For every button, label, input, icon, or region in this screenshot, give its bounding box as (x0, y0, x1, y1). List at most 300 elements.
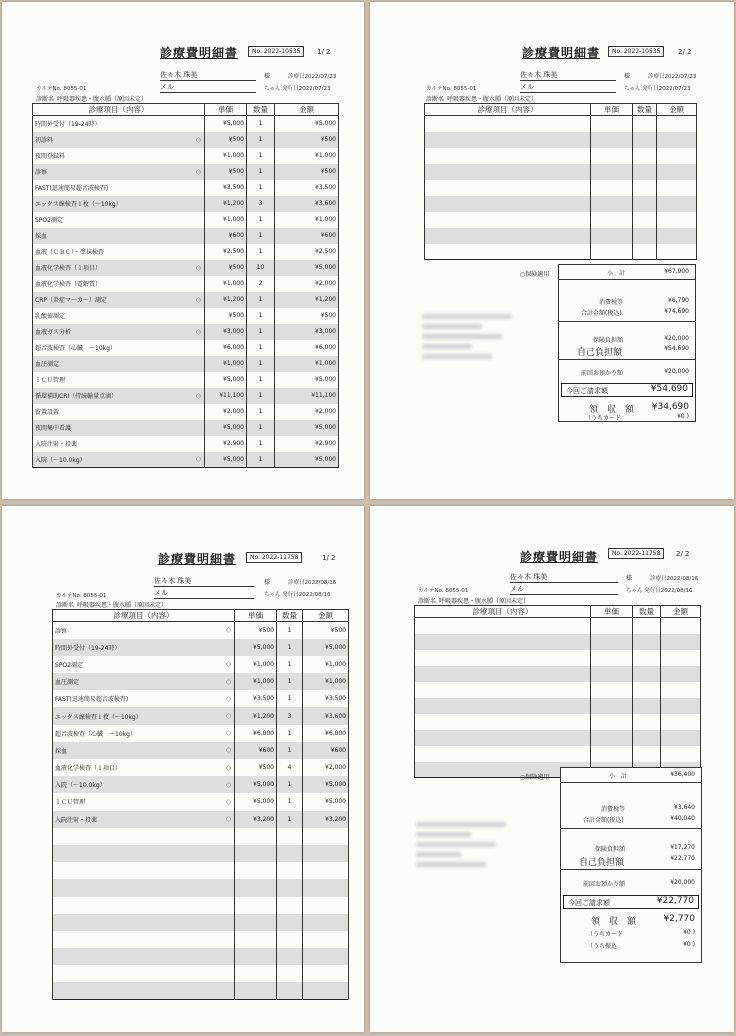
empty-cell (235, 931, 277, 948)
issue-date: ちゃん 発行日2022/08/16 (626, 588, 693, 594)
item-name-text: 血液ガス分析 (35, 329, 72, 336)
empty-cell (53, 982, 235, 999)
item-name-text: 時間外受付（19-24時） (55, 644, 121, 652)
empty-cell (591, 164, 633, 180)
empty-cell (633, 618, 661, 634)
table-row (33, 356, 339, 372)
empty-cell (591, 244, 633, 260)
item-price: ¥5,000 (205, 452, 247, 468)
empty-row (425, 212, 697, 228)
insurance-mark: ○ (225, 626, 231, 634)
empty-row (415, 618, 701, 634)
item-amount: ¥600 (303, 742, 349, 759)
item-name-text: SPO2測定 (35, 217, 63, 224)
item-price: ¥500 (205, 260, 247, 276)
item-name (53, 639, 235, 656)
item-amount: ¥2,000 (275, 276, 339, 292)
summary-box: 小 計 ¥67,900 消費税等 ¥6,790 合計金額(税込) ¥74,690 保険負担額 ¥20,000 自己負担額 ¥54,690 前回お預かり額 ¥20,000 今回ご請求額 ¥54,690 領 収 額 ¥34,690 （うちカード ¥0 ) (558, 264, 696, 422)
table-row (53, 776, 349, 793)
table-row (33, 276, 339, 292)
item-qty: 1 (247, 356, 275, 372)
item-name-text: CRP（炎症マーカー）測定 (35, 297, 107, 304)
empty-cell (633, 180, 657, 196)
item-price: ¥2,000 (205, 404, 247, 420)
item-qty: 1 (277, 690, 303, 707)
empty-cell (661, 730, 701, 746)
insurance-applied-label: ○保険適用 (520, 774, 550, 781)
pet-name: メル (520, 82, 616, 93)
table-row (53, 793, 349, 810)
item-qty: 1 (247, 404, 275, 420)
insurance-mark: ○ (225, 746, 231, 754)
empty-cell (235, 879, 277, 896)
empty-cell (303, 845, 349, 862)
empty-cell (591, 116, 633, 132)
empty-cell (657, 228, 697, 244)
item-qty: 1 (247, 324, 275, 340)
item-price: ¥2,500 (205, 244, 247, 260)
empty-row (53, 931, 349, 948)
empty-cell (591, 698, 633, 714)
item-amount: ¥500 (275, 164, 339, 180)
empty-row (425, 132, 697, 148)
items-table (32, 103, 339, 468)
empty-cell (415, 682, 591, 698)
empty-row (415, 634, 701, 650)
empty-cell (235, 948, 277, 965)
table-row (33, 324, 339, 340)
empty-cell (303, 965, 349, 982)
item-name-text: 時間外受付（19-24時） (35, 121, 101, 129)
table-row (33, 212, 339, 228)
item-name-text: 夜間集中看護 (35, 425, 72, 432)
empty-cell (277, 897, 303, 914)
empty-cell (277, 845, 303, 862)
item-price: ¥5,000 (205, 372, 247, 388)
header-price: 単価 (205, 104, 247, 116)
empty-cell (633, 132, 657, 148)
header-amount: 金額 (657, 104, 697, 116)
empty-cell (425, 228, 591, 244)
item-name (33, 356, 205, 372)
empty-cell (425, 164, 591, 180)
empty-row (53, 948, 349, 965)
item-amount: ¥5,000 (303, 776, 349, 793)
empty-cell (657, 196, 697, 212)
item-name-text: 留置設置 (35, 409, 60, 416)
empty-cell (53, 862, 235, 879)
item-qty: 1 (247, 436, 275, 452)
insurance-mark: ○ (225, 678, 231, 686)
table-row (53, 742, 349, 759)
item-name-text: 循環補助CRI（持続輸量点滴） (35, 393, 118, 400)
item-price: ¥2,900 (205, 436, 247, 452)
insurance-mark: ○ (195, 168, 201, 175)
table-row (33, 244, 339, 260)
owner-name: 佐々木 珠美 (154, 576, 254, 587)
empty-cell (633, 650, 661, 666)
empty-cell (303, 948, 349, 965)
empty-cell (657, 116, 697, 132)
item-amount: ¥2,900 (275, 436, 339, 452)
header-price: 単価 (591, 104, 633, 116)
empty-row (53, 862, 349, 879)
item-name (53, 793, 235, 810)
item-price: ¥3,000 (205, 324, 247, 340)
empty-row (415, 714, 701, 730)
empty-row (53, 965, 349, 982)
table-row (53, 656, 349, 673)
insurance-mark: ○ (225, 815, 231, 823)
item-price: ¥500 (205, 308, 247, 324)
item-name (33, 164, 205, 180)
clinic-info-redacted (422, 314, 522, 364)
header-amount: 金額 (275, 104, 339, 116)
table-row (53, 639, 349, 656)
empty-cell (657, 132, 697, 148)
header-item: 診療項目（内容） (53, 610, 235, 622)
empty-cell (235, 845, 277, 862)
insurance-mark: ○ (195, 392, 201, 399)
insurance-mark: ○ (225, 798, 231, 806)
item-qty: 3 (247, 196, 275, 212)
empty-cell (425, 132, 591, 148)
karte-number: カルテNo. 8055-01 (36, 86, 87, 92)
insurance-mark: ○ (225, 660, 231, 668)
item-qty: 10 (247, 260, 275, 276)
empty-cell (415, 730, 591, 746)
empty-cell (303, 897, 349, 914)
item-amount: ¥3,200 (303, 811, 349, 828)
empty-cell (303, 982, 349, 999)
diagnosis: 診断名 呼吸器疾患・腹水腫（原因未定） (426, 94, 553, 103)
empty-cell (661, 714, 701, 730)
diagnosis: 診断名 呼吸器疾患・腹水腫（原因未定） (56, 600, 183, 609)
item-name-text: 血液化学検査（１項目） (35, 265, 102, 272)
table-row (33, 420, 339, 436)
insurance-mark: ○ (225, 764, 231, 772)
item-name-text: 入院注射・投薬 (35, 441, 78, 448)
empty-cell (53, 845, 235, 862)
item-name (33, 420, 205, 436)
empty-row (425, 180, 697, 196)
invoice-sheet-2-page-1 (2, 506, 364, 1032)
item-name (33, 196, 205, 212)
item-name-text: FAST(迅速簡易超音波検査) (35, 185, 109, 192)
pet-name: メル (510, 584, 618, 595)
item-price: ¥500 (205, 164, 247, 180)
summary-box: 小 計 ¥36,400 消費税等 ¥3,640 合計金額(税込) ¥40,040 保険負担額 ¥17,270 自己負担額 ¥22,770 前回お預かり額 ¥20,000 今回ご請求額 ¥22,770 領 収 額 ¥2,770 （うちカード ¥0 ) （うち振込 ¥0 ) (560, 767, 702, 963)
empty-cell (633, 634, 661, 650)
empty-cell (425, 196, 591, 212)
empty-row (53, 914, 349, 931)
empty-cell (277, 982, 303, 999)
table-row (33, 196, 339, 212)
diagnosis: 診断名 呼吸器疾患・腹水腫（原因未定） (36, 94, 163, 103)
empty-cell (53, 914, 235, 931)
empty-cell (657, 180, 697, 196)
item-name-text: FAST(迅速簡易超音波検査) (55, 696, 129, 704)
item-amount: ¥5,000 (275, 372, 339, 388)
item-price: ¥600 (235, 742, 277, 759)
doc-title: 診療費明細書 (158, 552, 237, 566)
header-item: 診療項目（内容） (425, 104, 591, 116)
item-qty: 1 (247, 148, 275, 164)
item-name-text: 採血 (35, 233, 48, 240)
insurance-mark: ○ (195, 296, 201, 303)
item-qty: 1 (247, 388, 275, 404)
table-row (53, 811, 349, 828)
insurance-mark: ○ (195, 136, 201, 143)
header-qty: 数量 (247, 104, 275, 116)
empty-cell (415, 634, 591, 650)
page-number: 1/ 2 (317, 48, 331, 56)
item-name-text: 血圧測定 (35, 361, 60, 368)
empty-cell (591, 714, 633, 730)
empty-cell (53, 828, 235, 845)
empty-cell (303, 931, 349, 948)
owner-honorific: 様 (264, 579, 271, 586)
clinic-info-redacted (416, 822, 516, 872)
empty-cell (53, 948, 235, 965)
issue-date: ちゃん 発行日2022/07/23 (624, 86, 691, 92)
exam-date: 診療日2022/08/16 (650, 576, 699, 582)
pet-name: メル (154, 588, 254, 599)
empty-cell (277, 948, 303, 965)
empty-cell (661, 618, 701, 634)
table-row (53, 690, 349, 707)
empty-cell (53, 965, 235, 982)
item-qty: 1 (247, 244, 275, 260)
item-amount: ¥1,000 (303, 656, 349, 673)
item-price: ¥500 (235, 759, 277, 776)
empty-row (425, 116, 697, 132)
item-amount: ¥11,100 (275, 388, 339, 404)
table-row (33, 308, 339, 324)
header-qty: 数量 (633, 104, 657, 116)
empty-row (415, 730, 701, 746)
karte-number: カルテNo. 8055-01 (418, 588, 469, 594)
item-qty: 2 (247, 276, 275, 292)
item-qty: 1 (277, 656, 303, 673)
empty-cell (633, 698, 661, 714)
empty-cell (277, 879, 303, 896)
owner-honorific: 様 (626, 575, 633, 582)
empty-cell (661, 650, 701, 666)
item-name-text: 夜間登録料 (35, 153, 66, 160)
exam-date: 診療日2022/07/23 (648, 74, 697, 80)
item-amount: ¥3,000 (275, 324, 339, 340)
item-qty: 1 (247, 228, 275, 244)
empty-cell (591, 228, 633, 244)
item-amount: ¥6,000 (303, 725, 349, 742)
item-amount: ¥5,000 (303, 639, 349, 656)
empty-cell (591, 148, 633, 164)
item-name (33, 324, 205, 340)
item-amount: ¥6,000 (275, 340, 339, 356)
item-name-text: 乳酸値測定 (35, 313, 66, 320)
item-name-text: 入院（～10.0kg） (55, 782, 106, 790)
item-price: ¥3,200 (235, 811, 277, 828)
empty-cell (633, 228, 657, 244)
table-row (53, 759, 349, 776)
item-price: ¥1,200 (235, 707, 277, 724)
header-amount: 金額 (661, 606, 701, 618)
doc-title: 診療費明細書 (160, 46, 239, 60)
empty-row (53, 828, 349, 845)
item-amount: ¥500 (275, 308, 339, 324)
doc-number: No. 2022-10535 (248, 46, 304, 57)
item-name-text: 採血 (55, 747, 68, 755)
item-name (53, 690, 235, 707)
table-row (33, 436, 339, 452)
item-amount: ¥1,000 (275, 356, 339, 372)
empty-cell (661, 682, 701, 698)
empty-cell (633, 244, 657, 260)
item-name (33, 388, 205, 404)
empty-cell (657, 244, 697, 260)
empty-cell (425, 212, 591, 228)
empty-cell (53, 931, 235, 948)
item-amount: ¥5,000 (275, 452, 339, 468)
item-amount: ¥5,000 (275, 260, 339, 276)
table-row (33, 116, 339, 132)
empty-cell (657, 164, 697, 180)
table-row (53, 622, 349, 639)
empty-cell (633, 196, 657, 212)
header-item: 診療項目（内容） (415, 606, 591, 618)
table-row (53, 707, 349, 724)
empty-cell (277, 965, 303, 982)
empty-cell (633, 164, 657, 180)
item-name-text: 血液（ＣＢＣ）・塗抹検査 (35, 249, 105, 256)
item-price: ¥600 (205, 228, 247, 244)
item-name (33, 452, 205, 468)
item-qty: 1 (247, 420, 275, 436)
empty-cell (277, 862, 303, 879)
empty-cell (633, 666, 661, 682)
item-price: ¥5,000 (205, 420, 247, 436)
item-price: ¥5,000 (235, 776, 277, 793)
owner-name: 佐々木 珠美 (510, 572, 618, 583)
item-amount: ¥3,500 (275, 180, 339, 196)
item-name (53, 776, 235, 793)
item-amount: ¥1,000 (303, 673, 349, 690)
empty-cell (415, 618, 591, 634)
item-name (33, 148, 205, 164)
table-row (33, 452, 339, 468)
empty-cell (591, 212, 633, 228)
doc-number: No. 2022-11758 (246, 552, 302, 563)
item-price: ¥3,500 (205, 180, 247, 196)
table-row (33, 260, 339, 276)
empty-cell (53, 879, 235, 896)
item-price: ¥500 (205, 132, 247, 148)
invoice-sheet-1-page-2 (370, 2, 734, 499)
table-row (33, 372, 339, 388)
item-name (53, 656, 235, 673)
empty-cell (591, 682, 633, 698)
empty-row (425, 228, 697, 244)
page-number: 2/ 2 (676, 550, 690, 558)
item-name (33, 292, 205, 308)
empty-cell (591, 634, 633, 650)
item-name (53, 622, 235, 639)
item-price: ¥11,100 (205, 388, 247, 404)
item-price: ¥1,000 (205, 212, 247, 228)
empty-cell (415, 650, 591, 666)
empty-row (415, 682, 701, 698)
empty-row (415, 746, 701, 762)
table-row (33, 404, 339, 420)
empty-cell (633, 682, 661, 698)
item-price: ¥1,000 (205, 148, 247, 164)
item-name-text: SPO2測定 (55, 661, 83, 669)
item-price: ¥6,000 (205, 340, 247, 356)
empty-row (425, 164, 697, 180)
table-row (33, 148, 339, 164)
item-name (53, 707, 235, 724)
empty-row (415, 698, 701, 714)
item-price: ¥5,000 (205, 116, 247, 132)
item-name-text: 超音波検査（心臓 ～10kg） (55, 730, 136, 738)
item-qty: 3 (277, 707, 303, 724)
item-name-text: 血液化学検査（１項目） (55, 765, 122, 773)
item-name (33, 308, 205, 324)
item-price: ¥1,000 (205, 276, 247, 292)
claim-row: 今回ご請求額 ¥54,690 (561, 383, 693, 397)
item-name-text: ＩＣＵ管理 (35, 377, 66, 384)
empty-cell (235, 828, 277, 845)
table-row (33, 164, 339, 180)
empty-row (415, 666, 701, 682)
empty-cell (425, 180, 591, 196)
owner-honorific: 様 (264, 73, 271, 80)
item-name-text: 超音波検査（心臓 ～10kg） (35, 345, 116, 352)
item-name-text: 初診料 (35, 137, 54, 144)
empty-cell (425, 244, 591, 260)
item-name (53, 811, 235, 828)
empty-cell (303, 862, 349, 879)
empty-cell (277, 828, 303, 845)
owner-name: 佐々木 珠美 (160, 70, 256, 81)
table-row (33, 132, 339, 148)
empty-cell (235, 965, 277, 982)
item-qty: 1 (247, 372, 275, 388)
exam-date: 診療日2022/07/23 (288, 74, 337, 80)
item-name (33, 228, 205, 244)
item-name-text: 診察 (35, 169, 48, 176)
item-name-text: 血液化学検査（電解質） (35, 281, 102, 288)
empty-cell (591, 132, 633, 148)
empty-cell (415, 698, 591, 714)
header-amount: 金額 (303, 610, 349, 622)
empty-cell (415, 746, 591, 762)
empty-cell (591, 196, 633, 212)
exam-date: 診療日2022/08/16 (288, 580, 337, 586)
item-name (33, 276, 205, 292)
empty-cell (591, 618, 633, 634)
insurance-applied-label: ○保険適用 (520, 271, 550, 278)
item-name (33, 212, 205, 228)
table-row (33, 340, 339, 356)
empty-cell (657, 212, 697, 228)
empty-cell (303, 828, 349, 845)
item-price: ¥5,000 (235, 639, 277, 656)
item-name (53, 673, 235, 690)
empty-row (53, 845, 349, 862)
empty-row (425, 244, 697, 260)
